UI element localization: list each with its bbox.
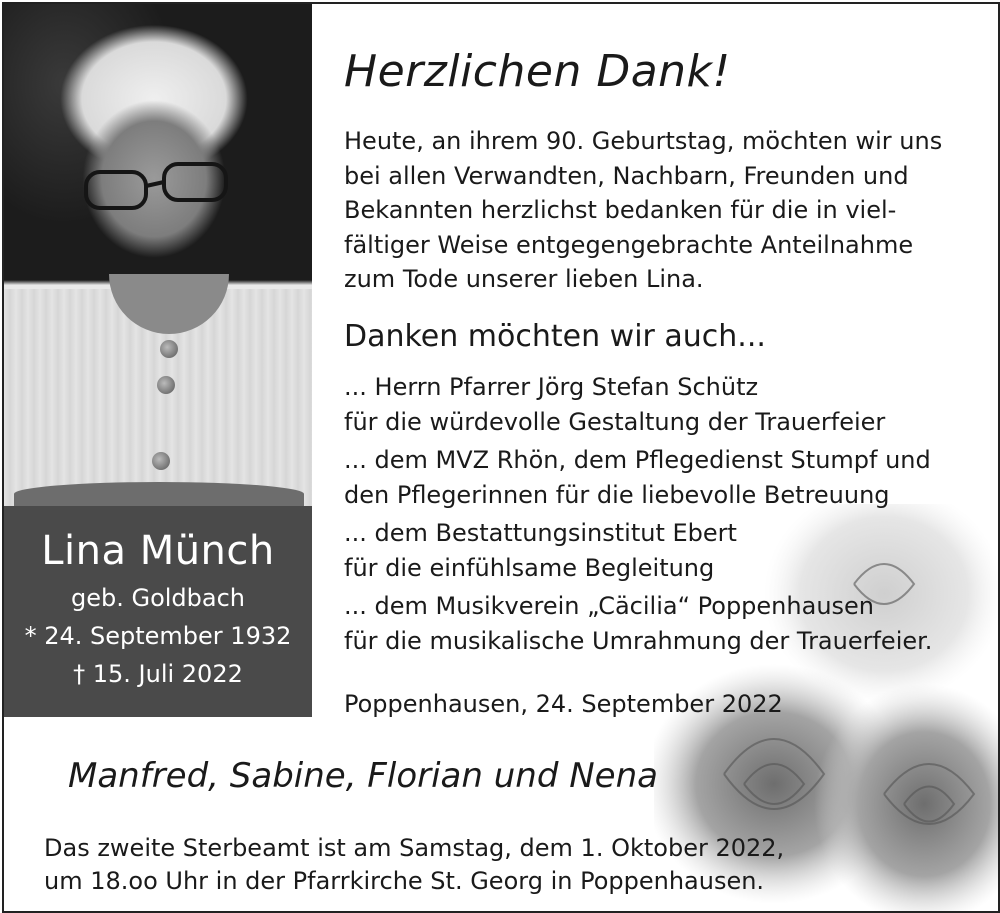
birth-date: * 24. September 1932 <box>24 622 292 650</box>
intro-line: bei allen Verwandten, Nachbarn, Freunden und <box>344 161 909 190</box>
thanks-reason: für die würdevolle Gestaltung der Trauerfeier <box>344 407 886 436</box>
thanks-item <box>344 443 932 512</box>
thanks-item <box>344 370 932 439</box>
thanks-heading: Danken möchten wir auch... <box>344 319 766 354</box>
deceased-name: Lina Münch <box>41 528 275 574</box>
place-date: Poppenhausen, 24. September 2022 <box>344 690 783 718</box>
thank-you-heading: Herzlichen Dank! <box>344 46 731 97</box>
name-box <box>4 506 312 717</box>
photo-basket <box>14 482 304 506</box>
thanks-reason: den Pflegerinnen für die liebevolle Betreuung <box>344 480 890 509</box>
photo-glasses <box>82 162 232 214</box>
thanks-recipient: ... dem Bestattungsinstitut Ebert <box>344 519 737 547</box>
thanks-recipient: ... dem Musikverein „Cäcilia“ Poppenhausen <box>344 592 875 620</box>
mass-notice <box>44 832 784 898</box>
thanks-item <box>344 516 932 585</box>
intro-line: Bekannten herzlichst bedanken für die in viel- <box>344 196 897 224</box>
notice-line: Das zweite Sterbeamt ist am Samstag, dem 1. Oktober 2022, <box>44 834 785 862</box>
intro-paragraph <box>344 124 984 297</box>
photo-button <box>152 452 170 470</box>
intro-line: fältiger Weise entgegengebrachte Anteilnahme <box>344 230 914 259</box>
portrait-photo <box>4 4 312 506</box>
thanks-item <box>344 589 932 658</box>
intro-line: Heute, an ihrem 90. Geburtstag, möchten wir uns <box>344 127 943 155</box>
family-names: Manfred, Sabine, Florian und Nena <box>68 756 658 796</box>
thanks-list <box>344 370 932 662</box>
intro-line: zum Tode unserer lieben Lina. <box>344 265 704 293</box>
obituary-card <box>2 2 1000 913</box>
photo-button <box>157 376 175 394</box>
photo-button <box>160 340 178 358</box>
notice-line: um 18.oo Uhr in der Pfarrkirche St. Georg in Poppenhausen. <box>44 867 765 895</box>
maiden-name: geb. Goldbach <box>70 584 246 612</box>
thanks-recipient: ... Herrn Pfarrer Jörg Stefan Schütz <box>344 373 759 401</box>
thanks-recipient: ... dem MVZ Rhön, dem Pflegedienst Stumpf und <box>344 446 931 474</box>
death-date: † 15. Juli 2022 <box>73 660 243 688</box>
thanks-reason: für die einfühlsame Begleitung <box>344 553 715 582</box>
thanks-reason: für die musikalische Umrahmung der Trauerfeier. <box>344 626 933 655</box>
